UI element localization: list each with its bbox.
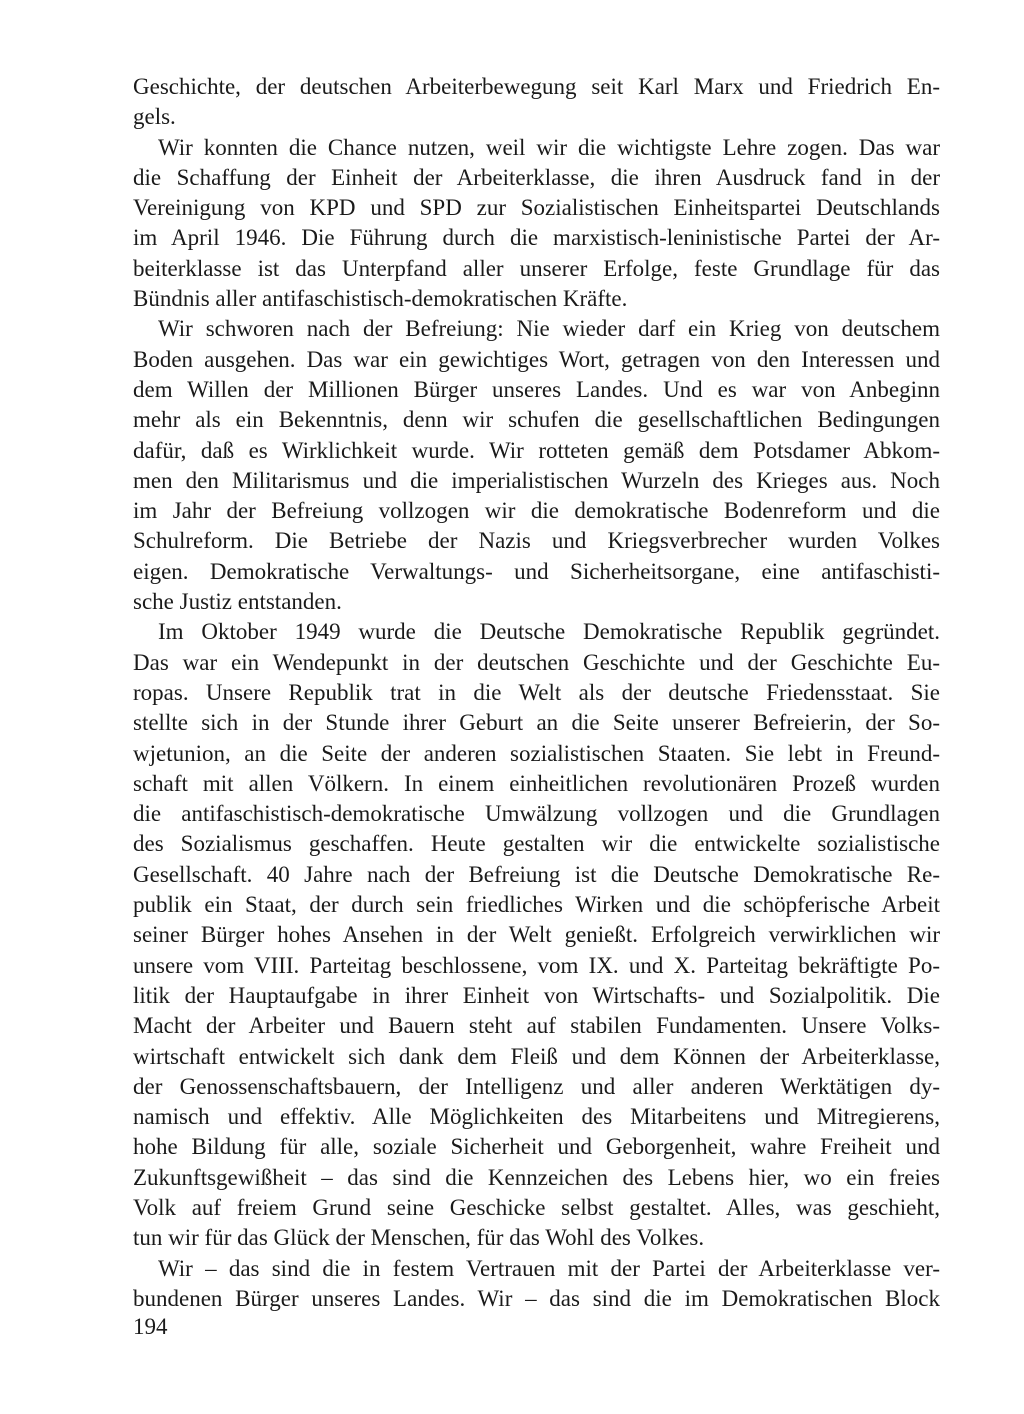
text-line: im Jahr der Befreiung vollzogen wir die demokratische Bodenreform und die [133,498,940,524]
text-line: Geschichte, der deutschen Arbeiterbewegung seit Karl Marx und Friedrich En- [133,74,940,99]
text-line: der Genossenschaftsbauern, der Intelligenz und aller anderen Werktätigen dy- [133,1073,940,1099]
text-line: Bündnis aller antifaschistisch-demokratischen Kräfte. [133,286,628,312]
text-line: gels. [133,104,176,130]
text-line: Gesellschaft. 40 Jahre nach der Befreiung ist die Deutsche Demokratische Re- [133,861,940,887]
text-line: namisch und effektiv. Alle Möglichkeiten des Mitarbeitens und Mitregierens, [133,1104,940,1130]
text-line: seiner Bürger hohes Ansehen in der Welt genießt. Erfolgreich verwirklichen wir [133,922,940,948]
text-line: schaft mit allen Völkern. In einem einheitlichen revolutionären Prozeß wurden [133,770,940,796]
page-number: 194 [133,1314,168,1339]
text-line: mehr als ein Bekenntnis, denn wir schufen die gesellschaftlichen Bedingungen [133,407,940,433]
paragraph-republic [133,617,940,1253]
text-line: hohe Bildung für alle, soziale Sicherheit und Geborgenheit, wahre Freiheit und [133,1134,940,1160]
text-line: dem Willen der Millionen Bürger unseres Landes. Und es war von Anbeginn [133,376,940,402]
text-line: sche Justiz entstanden. [133,589,342,615]
text-line: publik ein Staat, der durch sein friedliches Wirken und die schöpferische Arbeit [133,892,940,918]
text-line: Wir schworen nach der Befreiung: Nie wieder darf ein Krieg von deutschem [158,316,940,342]
text-line: Zukunftsgewißheit – das sind die Kennzeichen des Lebens hier, wo ein freies [133,1164,940,1190]
text-line: im April 1946. Die Führung durch die marxistisch-leninistische Partei der Ar- [133,225,940,251]
text-line: litik der Hauptaufgabe in ihrer Einheit von Wirtschafts- und Sozialpolitik. Die [133,982,940,1008]
text-line: wirtschaft entwickelt sich dank dem Fleiß und dem Können der Arbeiterklasse, [133,1043,940,1069]
text-line: Wir – das sind die in festem Vertrauen mit der Partei der Arbeiterklasse ver- [158,1255,940,1281]
page-body [133,72,940,1314]
text-line: wjetunion, an die Seite der anderen sozialistischen Staaten. Sie lebt in Freund- [133,740,940,766]
text-line: Schulreform. Die Betriebe der Nazis und Kriegsverbrecher wurden Volkes [133,528,940,554]
text-line: bundenen Bürger unseres Landes. Wir – das sind die im Demokratischen Block [133,1285,940,1311]
paragraph-we [133,1254,940,1315]
text-line: die antifaschistisch-demokratische Umwälzung vollzogen und die Grundlagen [133,801,940,827]
text-line: tun wir für das Glück der Menschen, für das Wohl des Volkes. [133,1225,705,1251]
text-line: des Sozialismus geschaffen. Heute gestalten wir die entwickelte sozialistische [133,831,940,857]
text-line: Volk auf freiem Grund seine Geschicke selbst gestaltet. Alles, was geschieht, [133,1194,940,1220]
text-line: die Schaffung der Einheit der Arbeiterklasse, die ihren Ausdruck fand in der [133,164,940,190]
text-line: dafür, daß es Wirklichkeit wurde. Wir rotteten gemäß dem Potsdamer Abkom- [133,437,940,463]
text-line: eigen. Demokratische Verwaltungs- und Sicherheitsorgane, eine antifaschisti- [133,558,940,584]
text-line: beiterklasse ist das Unterpfand aller unserer Erfolge, feste Grundlage für das [133,255,940,281]
text-line: ropas. Unsere Republik trat in die Welt als der deutsche Friedensstaat. Sie [133,679,940,705]
paragraph-liberation [133,314,940,617]
text-line: Wir konnten die Chance nutzen, weil wir die wichtigste Lehre zogen. Das war [158,134,940,160]
text-line: stellte sich in der Stunde ihrer Geburt an die Seite unserer Befreierin, der So- [133,710,940,736]
text-line: Das war ein Wendepunkt in der deutschen Geschichte und der Geschichte Eu- [133,649,940,675]
text-line: Im Oktober 1949 wurde die Deutsche Demokratische Republik gegründet. [158,619,940,645]
text-line: Boden ausgehen. Das war ein gewichtiges Wort, getragen von den Interessen und [133,346,940,372]
paragraph-continuation [133,72,940,133]
text-line: Vereinigung von KPD und SPD zur Sozialistischen Einheitspartei Deutschlands [133,195,940,221]
text-line: unsere vom VIII. Parteitag beschlossene, vom IX. und X. Parteitag bekräftigte Po- [133,952,940,978]
text-line: Macht der Arbeiter und Bauern steht auf stabilen Fundamenten. Unsere Volks- [133,1013,940,1039]
text-line: men den Militarismus und die imperialistischen Wurzeln des Krieges aus. Noch [133,467,940,493]
paragraph-unity [133,133,940,315]
